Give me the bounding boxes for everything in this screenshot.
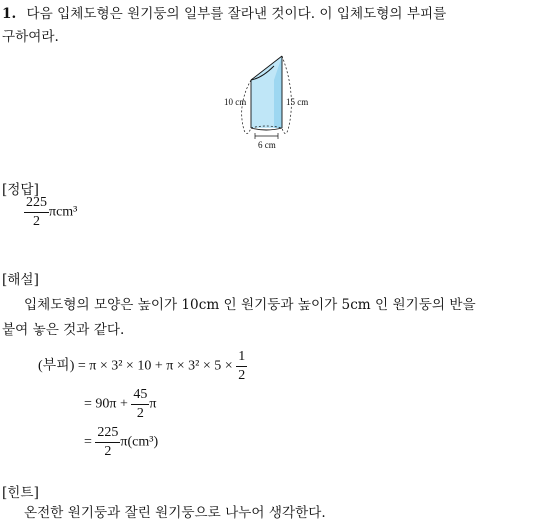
equation-line-3 bbox=[84, 426, 158, 459]
label-diameter: 6 cm bbox=[258, 140, 276, 150]
answer-denominator: 2 bbox=[33, 214, 40, 229]
eq2-pre: = 90π + bbox=[84, 396, 128, 412]
label-left-height: 10 cm bbox=[224, 97, 247, 107]
answer-fraction bbox=[24, 196, 49, 229]
answer-value bbox=[24, 196, 77, 229]
hint-text: 온전한 원기둥과 잘린 원기둥으로 나누어 생각한다. bbox=[24, 505, 326, 521]
eq3-fraction-den: 2 bbox=[104, 444, 112, 459]
eq1-rhs: = π × 3² × 10 + π × 3² × 5 × bbox=[77, 358, 233, 374]
cylinder-figure bbox=[222, 50, 322, 150]
answer-header: [정답] bbox=[2, 182, 39, 198]
eq2-fraction-num: 45 bbox=[131, 388, 149, 405]
problem-line-2: 구하여라. bbox=[2, 29, 59, 45]
eq3-fraction-num: 225 bbox=[95, 426, 120, 443]
eq2-post: π bbox=[149, 396, 157, 412]
right-dim-arc bbox=[282, 56, 291, 134]
eq3-post: π(cm³) bbox=[120, 434, 159, 450]
eq1-fraction-den: 2 bbox=[238, 368, 246, 383]
problem-line-1 bbox=[2, 2, 446, 22]
answer-numerator: 225 bbox=[24, 196, 49, 213]
problem-text: 다음 입체도형은 원기둥의 일부를 잘라낸 것이다. 이 입체도형의 부피를 bbox=[26, 6, 447, 22]
solution-header: [해설] bbox=[2, 272, 39, 288]
eq3-pre: = bbox=[84, 434, 92, 450]
eq1-lhs: (부피) bbox=[38, 358, 75, 374]
solution-line-1: 입체도형의 모양은 높이가 10cm 인 원기둥과 높이가 5cm 인 원기둥의 반을 bbox=[24, 297, 476, 313]
answer-unit: πcm³ bbox=[49, 204, 78, 220]
eq1-fraction bbox=[236, 350, 247, 383]
label-right-height: 15 cm bbox=[286, 97, 309, 107]
eq3-fraction bbox=[95, 426, 120, 459]
equation-line-1 bbox=[38, 350, 247, 383]
solution-line-2: 붙여 놓은 것과 같다. bbox=[2, 322, 125, 338]
eq2-fraction bbox=[131, 388, 149, 421]
problem-number: 1. bbox=[2, 6, 17, 22]
base-front bbox=[251, 128, 282, 130]
eq2-fraction-den: 2 bbox=[136, 406, 144, 421]
hint-header: [힌트] bbox=[2, 485, 39, 501]
eq1-fraction-num: 1 bbox=[236, 350, 247, 367]
equation-line-2 bbox=[84, 388, 156, 421]
